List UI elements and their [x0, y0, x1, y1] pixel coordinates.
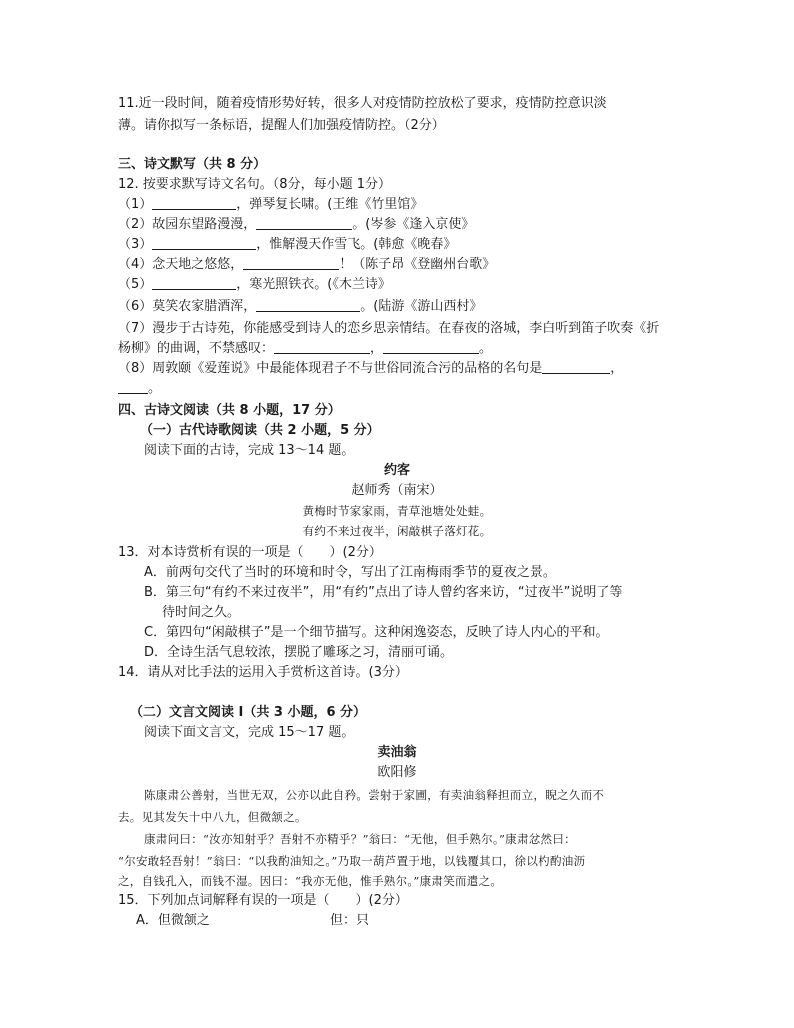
- q12-item-8-line2: [118, 380, 161, 398]
- section4-heading: 四、古诗文阅读（共 8 小题，17 分）: [118, 403, 341, 418]
- poem-line1: 黄梅时节家家雨，青草池塘处处蛙。: [302, 504, 492, 518]
- item-8-post: ，: [610, 361, 624, 376]
- q12-item-2: [118, 216, 474, 234]
- item-7-mid: ，: [370, 341, 384, 356]
- q12-item-7-line2: [118, 340, 492, 358]
- section4-instr1: 阅读下面的古诗，完成 13～14 题。: [144, 443, 355, 458]
- q12-item-3: [118, 236, 456, 254]
- prose-p2-line3: 之，自钱孔入，而钱不湿。因曰：“我亦无他，惟手熟尔。”康肃笑而遣之。: [118, 874, 503, 888]
- q12-item-7-line1: （7）漫步于古诗苑，你能感受到诗人的恋乡思亲情结。在春夜的洛城，李白听到笛子吹奏《折: [118, 321, 660, 336]
- item-1-post: ，弹琴复长啸。(王维《竹里馆》: [236, 197, 424, 212]
- prose-title: 卖油翁: [377, 745, 417, 760]
- answer-blank-4[interactable]: [243, 256, 339, 270]
- q14-prompt: 14．请从对比手法的运用入手赏析这首诗。(3分）: [118, 665, 408, 680]
- q12-item-6: [118, 298, 482, 316]
- q12-item-4: [118, 256, 495, 274]
- section4-instr2: 阅读下面文言文，完成 15～17 题。: [144, 725, 355, 740]
- q12-item-1: [118, 196, 423, 214]
- prose-p1-line1: 陈康肃公善射，当世无双，公亦以此自矜。尝射于家圃，有卖油翁释担而立，睨之久而不: [144, 788, 605, 802]
- q12-item-5: [118, 276, 391, 294]
- item-1-pre: （1）: [118, 197, 153, 212]
- prose-author: 欧阳修: [377, 765, 417, 780]
- item-6-post: 。(陆游《游山西村》: [360, 299, 483, 314]
- answer-blank-8b[interactable]: [118, 380, 148, 394]
- section3-heading: 三、诗文默写（共 8 分）: [118, 157, 267, 172]
- q15-option-a-meaning: 但：只: [330, 913, 370, 928]
- item-3-post: ，惟解漫天作雪飞。(韩愈《晚春》: [256, 237, 457, 252]
- section4-sub2: （二）文言文阅读 I（共 3 小题，6 分）: [130, 705, 367, 720]
- q11-line2: 薄。请你拟写一条标语，提醒人们加强疫情防控。（2分）: [118, 118, 445, 133]
- item-2-post: 。(岑参《逢入京使》: [352, 217, 475, 232]
- answer-blank-3[interactable]: [152, 236, 256, 250]
- answer-blank-8a[interactable]: [542, 360, 610, 374]
- q15-option-a-word[interactable]: A．但微颔之: [136, 913, 210, 928]
- answer-blank-6[interactable]: [256, 298, 360, 312]
- section4-sub1: （一）古代诗歌阅读（共 2 小题，5 分）: [140, 423, 380, 438]
- item-2-pre: （2）故园东望路漫漫，: [118, 217, 257, 232]
- answer-blank-2[interactable]: [256, 216, 352, 230]
- q12-item-8-line1: [118, 360, 623, 378]
- item-4-post: ！（陈子昂《登幽州台歌》: [339, 257, 496, 272]
- item-5-post: ，寒光照铁衣。(《木兰诗》: [236, 277, 391, 292]
- item-8-end: 。: [148, 381, 162, 396]
- prose-p2-line1: 康肃问曰：“汝亦知射乎？吾射不亦精乎？”翁曰：“无他，但手熟尔。”康肃忿然曰：: [144, 832, 576, 846]
- answer-blank-7b[interactable]: [383, 340, 479, 354]
- item-7-post: 。: [479, 341, 493, 356]
- q13-prompt: 13．对本诗赏析有误的一项是（ ）(2分）: [118, 545, 382, 560]
- item-8-pre: （8）周敦颐《爱莲说》中最能体现君子不与世俗同流合污的品格的名句是: [118, 361, 543, 376]
- item-6-pre: （6）莫笑农家腊酒浑，: [118, 299, 257, 314]
- q13-option-a[interactable]: A．前两句交代了当时的环境和时令，写出了江南梅雨季节的夏夜之景。: [144, 565, 556, 580]
- poem-title: 约客: [383, 463, 410, 478]
- item-3-pre: （3）: [118, 237, 153, 252]
- item-4-pre: （4）念天地之悠悠，: [118, 257, 244, 272]
- q13-option-c[interactable]: C．第四句“闲敲棋子”是一个细节描写。这种闲逸姿态，反映了诗人内心的平和。: [144, 625, 609, 640]
- q13-option-b-line2[interactable]: 待时间之久。: [162, 605, 241, 620]
- q13-option-b-line1[interactable]: B．第三句“有约不来过夜半”，用“有约”点出了诗人曾约客来访，“过夜半”说明了等: [144, 585, 623, 600]
- item-7-pre: 杨柳》的曲调，不禁感叹：: [118, 341, 275, 356]
- prose-p2-line2: “尔安敢轻吾射！”翁曰：“以我酌油知之。”乃取一葫芦置于地，以钱覆其口，徐以杓酌油沥: [118, 854, 586, 868]
- q13-option-d[interactable]: D．全诗生活气息较浓，摆脱了雕琢之习，清丽可诵。: [144, 645, 454, 660]
- prose-p1-line2: 去。见其发矢十中八九，但微颔之。: [118, 810, 307, 824]
- q15-prompt: 15．下列加点词解释有误的一项是（ ）(2分）: [118, 893, 408, 908]
- poem-author: 赵师秀（南宋）: [351, 483, 443, 498]
- answer-blank-5[interactable]: [152, 276, 236, 290]
- poem-line2: 有约不来过夜半，闲敲棋子落灯花。: [302, 524, 492, 538]
- q12-prompt: 12. 按要求默写诗文名句。（8分，每小题 1分）: [118, 177, 391, 192]
- answer-blank-7a[interactable]: [274, 340, 370, 354]
- item-5-pre: （5）: [118, 277, 153, 292]
- answer-blank-1[interactable]: [152, 196, 236, 210]
- q11-line1: 11.近一段时间，随着疫情形势好转，很多人对疫情防控放松了要求，疫情防控意识淡: [118, 96, 607, 111]
